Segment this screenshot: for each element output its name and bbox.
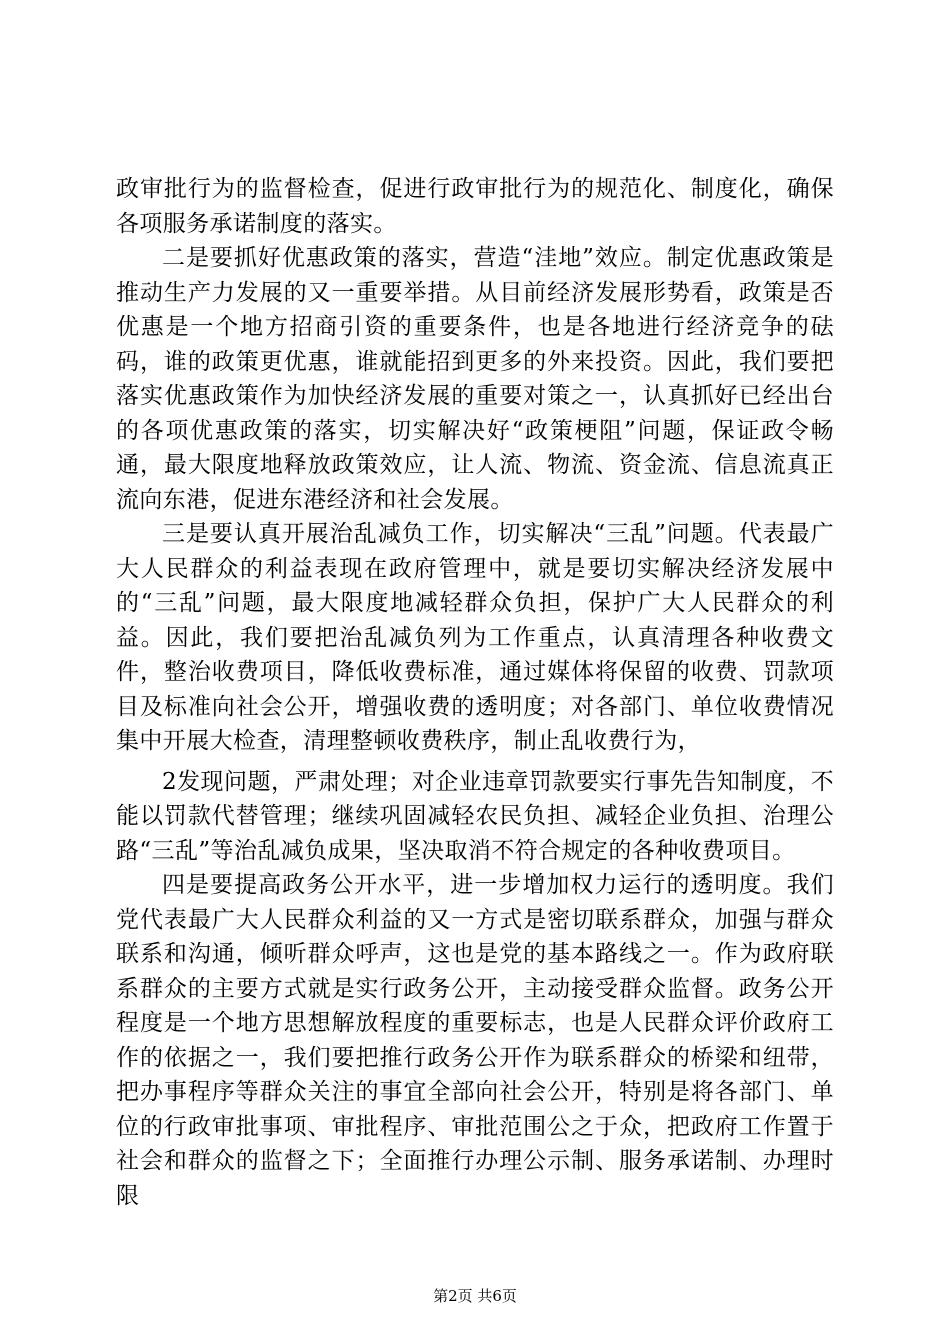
paragraph-1: 政审批行为的监督检查，促进行政审批行为的规范化、制度化，确保各项服务承诺制度的落实。: [116, 176, 834, 237]
page-footer: 第2页 共6页: [433, 1287, 517, 1305]
paragraph-4: 2发现问题，严肃处理；对企业违章罚款要实行事先告知制度，不能以罚款代替管理；继续巩固减轻农民负担、减轻企业负担、治理公路“三乱”等治乱减负成果，坚决取消不符合规定的各种收费项目。: [116, 768, 834, 864]
paragraph-2: 二是要抓好优惠政策的落实，营造“洼地”效应。制定优惠政策是推动生产力发展的又一重要举措。从目前经济发展形势看，政策是否优惠是一个地方招商引资的重要条件，也是各地进行经济竞争的砝码，谁的政策更优惠，谁就能招到更多的外来投资。因此，我们要把落实优惠政策作为加快经济发展的重要对策之一，认真抓好已经出台的各项优惠政策的落实，切实解决好“政策梗阻”问题，保证政令畅通，最大限度地释放政策效应，让人流、物流、资金流、信息流真正流向东港，促进东港经济和社会发展。: [116, 245, 834, 513]
document-body: [116, 172, 834, 1213]
paragraph-3: 三是要认真开展治乱减负工作，切实解决“三乱”问题。代表最广大人民群众的利益表现在政府管理中，就是要切实解决经济发展中的“三乱”问题，最大限度地减轻群众负担，保护广大人民群众的利益。因此，我们要把治乱减负列为工作重点，认真清理各种收费文件，整治收费项目，降低收费标准，通过媒体将保留的收费、罚款项目及标准向社会公开，增强收费的透明度；对各部门、单位收费情况集中开展大检查，清理整顿收费秩序，制止乱收费行为，: [116, 521, 834, 754]
paragraph-5: 四是要提高政务公开水平，进一步增加权力运行的透明度。我们党代表最广大人民群众利益的又一方式是密切联系群众，加强与群众联系和沟通，倾听群众呼声，这也是党的基本路线之一。作为政府联系群众的主要方式就是实行政务公开，主动接受群众监督。政务公开程度是一个地方思想解放程度的重要标志，也是人民群众评价政府工作的依据之一，我们要把推行政务公开作为联系群众的桥梁和纽带，把办事程序等群众关注的事宜全部向社会公开，特别是将各部门、单位的行政审批事项、审批程序、审批范围公之于众，把政府工作置于社会和群众的监督之下；全面推行办理公示制、服务承诺制、办理时限: [116, 872, 834, 1209]
